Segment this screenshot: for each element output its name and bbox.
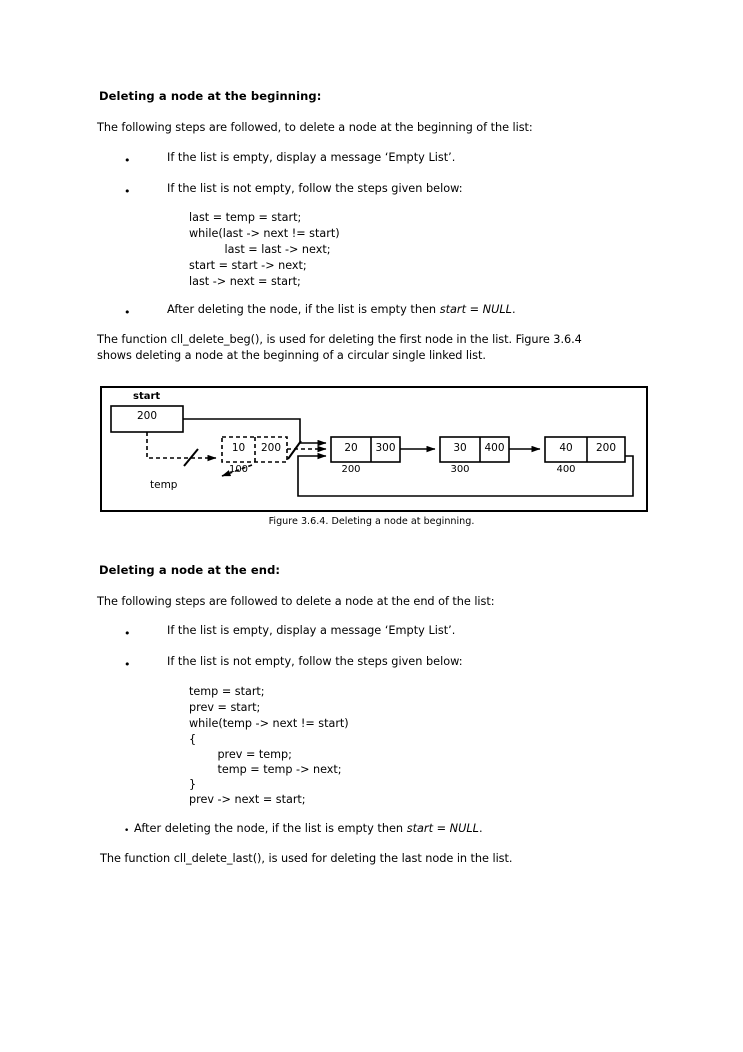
bullet-marker: •: [124, 826, 130, 836]
bullet-item-empty-list: If the list is empty, display a message ‘Empty List’.: [167, 151, 456, 164]
figure-delete-at-beginning: [100, 386, 648, 512]
bullet-marker: •: [124, 306, 131, 319]
paragraph-cll-delete-last: The function cll_delete_last(), is used for deleting the last node in the list.: [100, 852, 513, 865]
after-deleting-suffix: .: [511, 303, 516, 316]
bullet-item-after-deleting-end: [134, 821, 483, 837]
figure-caption: Figure 3.6.4. Deleting a node at beginning.: [268, 516, 475, 527]
start-to-deleted-node-old-link: [147, 432, 216, 458]
figure-start-value: 200: [136, 410, 158, 422]
node-address-400: 400: [556, 464, 576, 475]
node-next-400: 400: [484, 442, 505, 454]
after-deleting-italic-null: NULL: [482, 303, 512, 316]
bullet-marker: •: [124, 154, 131, 167]
node-data-20: 20: [344, 442, 358, 454]
code-line: {: [189, 733, 197, 746]
code-line: start = start -> next;: [189, 259, 307, 272]
section-heading-delete-end: Deleting a node at the end:: [99, 563, 281, 577]
section-intro-delete-beginning: The following steps are followed, to delete a node at the beginning of the list:: [97, 121, 533, 134]
code-line: temp = temp -> next;: [189, 763, 342, 776]
bullet-item-not-empty: If the list is not empty, follow the steps given below:: [167, 182, 463, 195]
bullet-marker: •: [124, 627, 131, 640]
after-deleting-italic-start-end: start: [406, 822, 433, 835]
node-address-200: 200: [341, 464, 361, 475]
paragraph-cll-delete-beg-line1: The function cll_delete_beg(), is used for deleting the first node in the list. Figure 3.6.4: [97, 333, 582, 346]
deleted-node-data: 10: [231, 442, 246, 454]
bullet-item-after-deleting: [167, 302, 516, 318]
bullet-marker: •: [124, 185, 131, 198]
figure-temp-label: temp: [150, 479, 178, 491]
code-line: last = last -> next;: [189, 243, 331, 256]
code-line: last = temp = start;: [189, 211, 302, 224]
bullet-item-empty-list-end: If the list is empty, display a message ‘Empty List’.: [167, 624, 456, 637]
after-deleting-middle: =: [466, 303, 483, 316]
code-line: prev -> next = start;: [189, 793, 306, 806]
node-data-40: 40: [559, 442, 573, 454]
node-address-300: 300: [450, 464, 470, 475]
after-deleting-italic-null-end: NULL: [449, 822, 479, 835]
node-data-30: 30: [453, 442, 467, 454]
code-line: prev = start;: [189, 701, 261, 714]
code-line: }: [189, 778, 197, 791]
after-deleting-suffix-end: .: [478, 822, 483, 835]
deleted-node-next: 200: [260, 442, 282, 454]
after-deleting-italic-start: start: [439, 303, 466, 316]
bullet-marker: •: [124, 658, 131, 671]
after-deleting-prefix: After deleting the node, if the list is empty then: [167, 303, 440, 316]
after-deleting-prefix-end: After deleting the node, if the list is empty then: [134, 822, 407, 835]
deleted-node-address: 100: [228, 464, 249, 475]
code-line: while(temp -> next != start): [189, 717, 349, 730]
section-heading-delete-beginning: Deleting a node at the beginning:: [99, 89, 322, 103]
section-intro-delete-end: The following steps are followed to delete a node at the end of the list:: [97, 595, 495, 608]
paragraph-cll-delete-beg-line2: shows deleting a node at the beginning of a circular single linked list.: [97, 349, 486, 362]
node-next-300: 300: [375, 442, 396, 454]
code-line: while(last -> next != start): [189, 227, 340, 240]
bullet-item-not-empty-end: If the list is not empty, follow the steps given below:: [167, 655, 463, 668]
after-deleting-middle-end: =: [433, 822, 450, 835]
figure-start-label: start: [133, 391, 161, 402]
code-line: prev = temp;: [189, 748, 292, 761]
code-line: last -> next = start;: [189, 275, 301, 288]
code-line: temp = start;: [189, 685, 265, 698]
node-next-200: 200: [595, 442, 617, 454]
